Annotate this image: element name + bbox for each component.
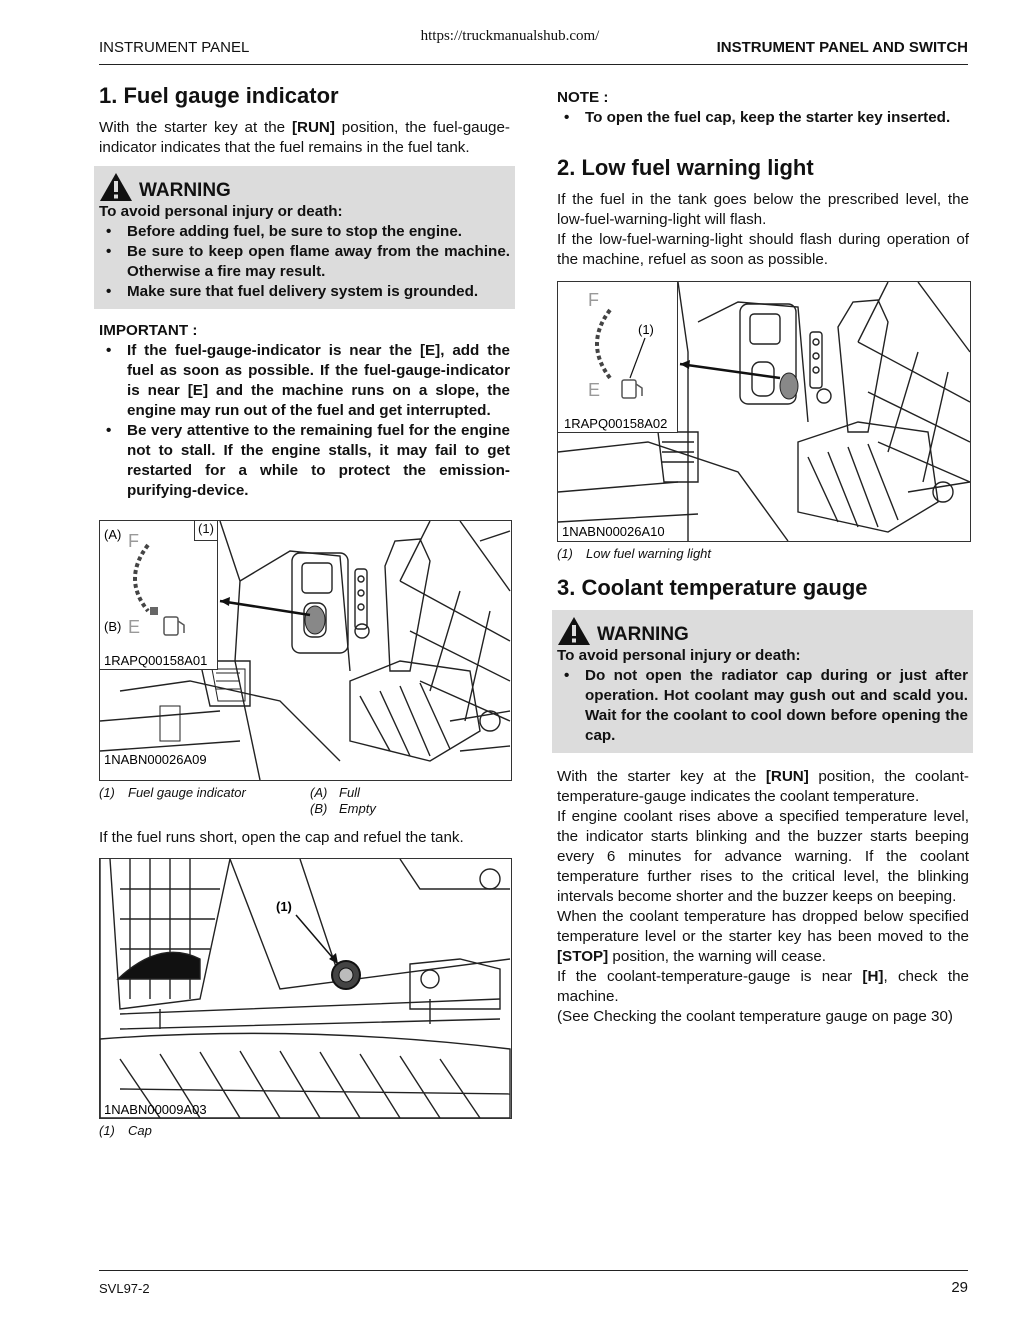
section-3-para-3: When the coolant temperature has dropped below specified temperature level or the starter key has been moved to the [STOP] position, the warning will cease. xyxy=(557,908,969,965)
list-item: • To open the fuel cap, keep the starter key inserted. xyxy=(557,108,969,128)
section-2-para-2: If the low-fuel-warning-light should flash during operation of the machine, refuel as soon as possible. xyxy=(557,231,969,268)
section-3-para-5: (See Checking the coolant temperature gauge on page 30) xyxy=(557,1008,953,1025)
figure-code-main: 1NABN00026A10 xyxy=(562,524,665,539)
header-divider xyxy=(99,64,968,65)
warning-box-coolant xyxy=(552,610,973,753)
gauge-e-label: E xyxy=(128,617,141,637)
refuel-instruction: If the fuel runs short, open the cap and refuel the tank. xyxy=(99,829,464,846)
label-a: (A) xyxy=(104,527,122,542)
list-item: • Do not open the radiator cap during or just after operation. Hot coolant may gush out and scald you. Wait for the coolant to cool down before opening the cap. xyxy=(557,666,968,746)
warning-list xyxy=(99,222,510,302)
right-column xyxy=(557,88,969,1027)
page-number: 29 xyxy=(951,1279,968,1296)
left-column xyxy=(99,82,510,1139)
warning-lead: To avoid personal injury or death: xyxy=(99,203,343,220)
figure-code-inset: 1RAPQ00158A01 xyxy=(104,653,208,668)
list-item: • Be very attentive to the remaining fuel for the engine not to stall. If the engine stalls, it may fail to get restarted for a while to protect the emission-purifying-device. xyxy=(99,421,510,501)
figure-fuel-gauge xyxy=(99,520,512,781)
section-3-title: 3. Coolant temperature gauge xyxy=(557,575,868,600)
warning-list xyxy=(557,666,968,746)
gauge-e-label: E xyxy=(588,380,601,400)
figure-2-caption: (1) Cap xyxy=(99,1123,152,1138)
fuel-gauge-diagram xyxy=(100,521,217,669)
footer-divider xyxy=(99,1270,968,1271)
fuel-gauge-inset xyxy=(557,281,678,433)
low-fuel-gauge-diagram xyxy=(558,282,677,432)
note-block xyxy=(557,88,969,128)
warning-triangle-icon xyxy=(99,172,133,202)
list-item: • Before adding fuel, be sure to stop the engine. xyxy=(99,222,510,242)
label-1: (1) xyxy=(638,322,654,337)
section-2-para-1: If the fuel in the tank goes below the prescribed level, the low-fuel-warning-light will flash. xyxy=(557,191,969,228)
list-item: • If the fuel-gauge-indicator is near the [E], add the fuel as soon as possible. If the fuel-gauge-indicator is near [E] and the machine runs on a slope, the engine may run out of the fuel and get interrupted. xyxy=(99,341,510,421)
gauge-f-label: F xyxy=(128,531,139,551)
warning-triangle-icon xyxy=(557,616,591,646)
footer-model: SVL97-2 xyxy=(99,1281,150,1296)
section-3-para-2: If engine coolant rises above a specified temperature level, the indicator starts blinking and the buzzer starts beeping every 6 minutes for advance warning. If the coolant temperature further rises to the critical level, the blinking intervals become shorter and the buzzer keeps on beeping. xyxy=(557,808,969,905)
header-section-left: INSTRUMENT PANEL xyxy=(99,39,250,56)
note-heading: NOTE : xyxy=(557,89,609,106)
important-list xyxy=(99,341,510,501)
source-url: https://truckmanualshub.com/ xyxy=(420,28,600,44)
fuel-cap-illustration xyxy=(100,859,511,1118)
fuel-pump-icon xyxy=(164,617,184,635)
important-block xyxy=(99,321,510,501)
figure-code-inset: 1RAPQ00158A02 xyxy=(564,416,668,431)
section-1-title: 1. Fuel gauge indicator xyxy=(99,83,339,108)
label-1: (1) xyxy=(276,899,292,914)
figure-3-caption: (1) Low fuel warning light xyxy=(557,546,712,561)
section-3-body xyxy=(557,767,969,1027)
section-3-para-4: If the coolant-temperature-gauge is near [H], check the machine. xyxy=(557,968,969,1005)
figure-low-fuel-light xyxy=(557,281,971,542)
warning-heading: WARNING xyxy=(557,616,968,646)
fuel-gauge-inset xyxy=(99,520,218,670)
header-section-right: INSTRUMENT PANEL AND SWITCH xyxy=(716,39,968,56)
label-1: (1) xyxy=(194,520,218,541)
list-item: • Be sure to keep open flame away from the machine. Otherwise a fire may result. xyxy=(99,242,510,282)
warning-heading: WARNING xyxy=(99,172,510,202)
important-heading: IMPORTANT : xyxy=(99,322,198,339)
figure-fuel-cap xyxy=(99,858,512,1119)
note-list xyxy=(557,108,969,128)
warning-lead: To avoid personal injury or death: xyxy=(557,647,801,664)
figure-code: 1NABN00009A03 xyxy=(104,1102,207,1117)
fuel-cap xyxy=(332,961,360,989)
section-3-para-1: With the starter key at the [RUN] position, the coolant-temperature-gauge indicates the coolant temperature. xyxy=(557,768,969,805)
fuel-pump-icon xyxy=(622,380,642,398)
gauge-f-label: F xyxy=(588,290,599,310)
list-item: • Make sure that fuel delivery system is grounded. xyxy=(99,282,510,302)
label-b: (B) xyxy=(104,619,122,634)
figure-1-caption: (1) Fuel gauge indicator (A) Full (B) Empty xyxy=(99,785,376,816)
warning-box-fuel xyxy=(94,166,515,309)
section-1-intro: With the starter key at the [RUN] position, the fuel-gauge-indicator indicates that the fuel remains in the fuel tank. xyxy=(99,119,510,156)
section-2-title: 2. Low fuel warning light xyxy=(557,155,814,180)
figure-code-main: 1NABN00026A09 xyxy=(104,752,207,767)
